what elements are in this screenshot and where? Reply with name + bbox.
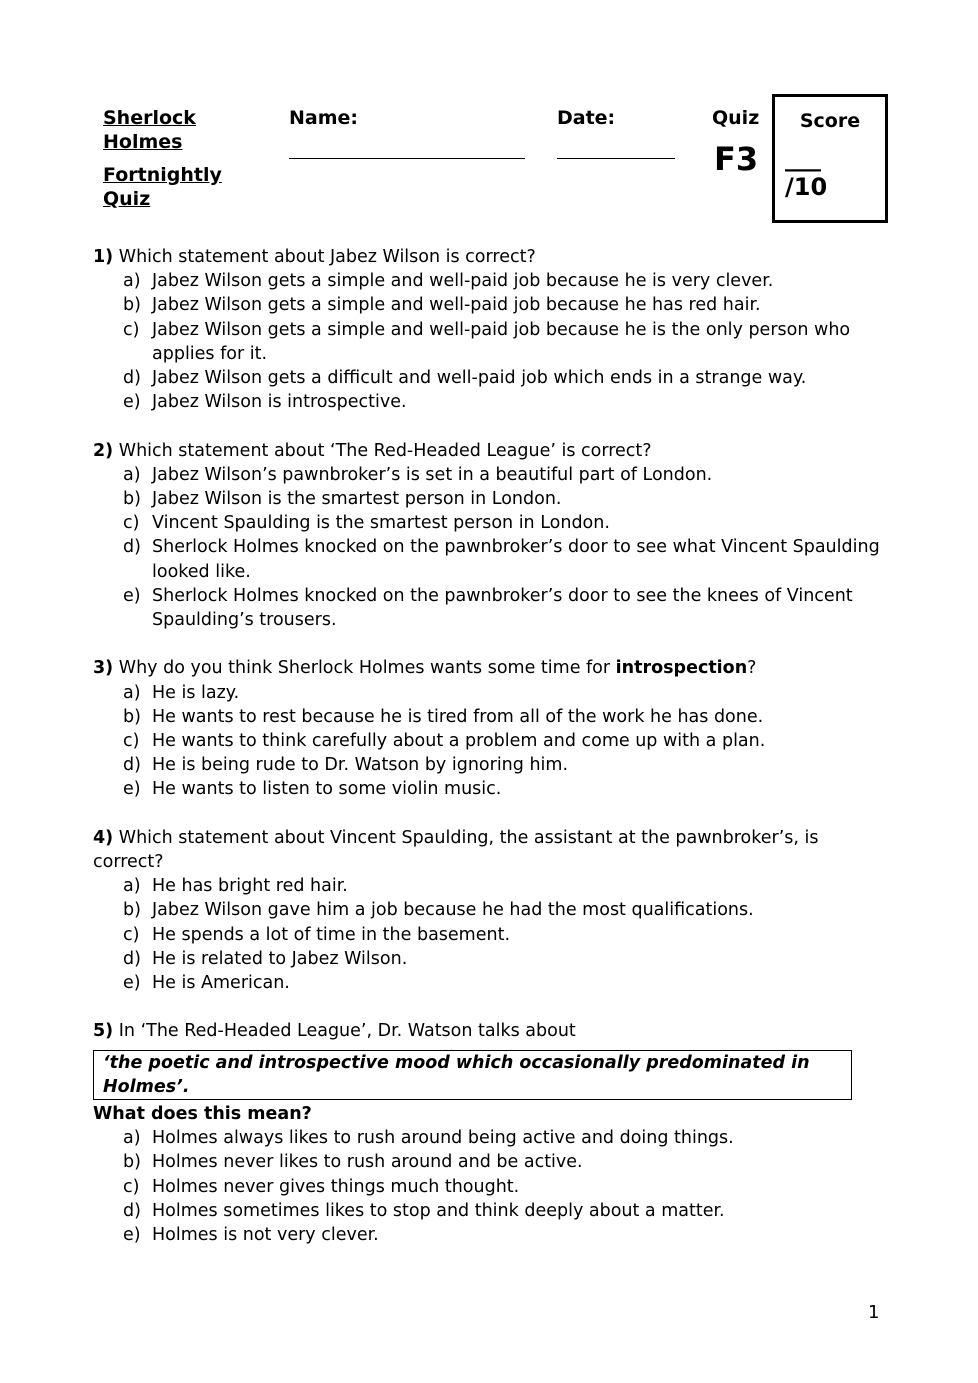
option-text: Jabez Wilson is introspective.: [152, 392, 407, 413]
answer-options: [93, 269, 883, 414]
question-text: In ‘The Red-Headed League’, Dr. Watson talks about: [118, 1021, 576, 1042]
option-text: He wants to think carefully about a problem and come up with a plan.: [152, 731, 766, 752]
option-text: Sherlock Holmes knocked on the pawnbroker’s door to see the knees of Vincent Spaulding’s trousers.: [152, 585, 853, 631]
quote-box: ‘the poetic and introspective mood which occasionally predominated in Holmes’.: [93, 1050, 852, 1100]
answer-option[interactable]: [93, 487, 883, 511]
answer-option[interactable]: [93, 681, 883, 705]
option-letter: a): [123, 464, 141, 485]
option-letter: c): [123, 1176, 140, 1197]
answer-option[interactable]: [93, 269, 883, 293]
option-text: Jabez Wilson’s pawnbroker’s is set in a beautiful part of London.: [152, 464, 713, 485]
option-text: He is related to Jabez Wilson.: [152, 948, 408, 969]
date-label: Date:: [557, 107, 616, 129]
answer-option[interactable]: [93, 705, 883, 729]
answer-option[interactable]: [93, 1223, 883, 1247]
option-text: Holmes never likes to rush around and be active.: [152, 1152, 583, 1173]
option-letter: c): [123, 924, 140, 945]
question-text: Why do you think Sherlock Holmes wants some time for: [118, 658, 616, 679]
question-text: Which statement about Jabez Wilson is correct?: [118, 247, 536, 267]
question-stem: [93, 656, 883, 680]
question-stem: [93, 439, 883, 463]
question-3: [93, 656, 883, 801]
answer-option[interactable]: [93, 463, 883, 487]
name-field-line[interactable]: [289, 158, 525, 159]
name-label: Name:: [289, 107, 359, 129]
score-total: /10: [785, 173, 828, 201]
option-letter: e): [123, 1225, 141, 1246]
option-letter: a): [123, 271, 141, 292]
option-text: He wants to listen to some violin music.: [152, 779, 502, 800]
question-stem: [93, 826, 883, 874]
option-letter: c): [123, 731, 140, 752]
option-letter: c): [123, 513, 140, 534]
score-box: [772, 94, 888, 223]
question-5: [93, 1019, 883, 1247]
answer-option[interactable]: [93, 923, 883, 947]
quiz-title: [103, 106, 253, 211]
option-text: Jabez Wilson gave him a job because he had the most qualifications.: [152, 900, 754, 921]
option-letter: d): [123, 537, 141, 558]
option-text: Holmes always likes to rush around being active and doing things.: [152, 1128, 734, 1149]
question-text: Which statement about ‘The Red-Headed League’ is correct?: [118, 440, 652, 461]
option-text: Sherlock Holmes knocked on the pawnbroker’s door to see what Vincent Spaulding looked like.: [152, 537, 880, 582]
answer-option[interactable]: [93, 898, 883, 922]
answer-option[interactable]: [93, 511, 883, 535]
option-text: He spends a lot of time in the basement.: [152, 924, 511, 945]
question-number: 3): [93, 658, 114, 679]
date-field-line[interactable]: [557, 158, 675, 159]
answer-options: [93, 463, 883, 632]
option-letter: b): [123, 295, 141, 316]
answer-options: [93, 681, 883, 802]
answer-option[interactable]: [93, 584, 883, 632]
question-prompt: What does this mean?: [93, 1104, 312, 1125]
option-letter: e): [123, 585, 141, 606]
question-number: 2): [93, 440, 114, 461]
question-stem: [93, 1019, 883, 1043]
option-letter: e): [123, 392, 141, 413]
question-number: 5): [93, 1021, 114, 1042]
answer-option[interactable]: [93, 1199, 883, 1223]
option-letter: d): [123, 1200, 141, 1221]
option-letter: d): [123, 368, 141, 389]
answer-option[interactable]: [93, 753, 883, 777]
question-text: Which statement about Vincent Spaulding, the assistant at the pawnbroker’s, is correct?: [93, 827, 819, 873]
page-number: 1: [868, 1302, 880, 1323]
option-text: Jabez Wilson gets a simple and well-paid job because he is the only person who applies for it.: [152, 319, 851, 364]
answer-option[interactable]: [93, 777, 883, 801]
option-text: He is lazy.: [152, 682, 240, 703]
quiz-body: [93, 245, 883, 1271]
option-letter: e): [123, 779, 141, 800]
option-letter: b): [123, 900, 141, 921]
answer-option[interactable]: [93, 1175, 883, 1199]
quiz-label: Quiz: [712, 107, 760, 129]
option-letter: d): [123, 755, 141, 776]
option-text: He wants to rest because he is tired from all of the work he has done.: [152, 706, 764, 727]
answer-option[interactable]: [93, 535, 883, 583]
question-2: [93, 439, 883, 633]
option-letter: b): [123, 706, 141, 727]
answer-options: [93, 1126, 883, 1247]
question-number: 1): [93, 247, 114, 267]
option-text: Holmes never gives things much thought.: [152, 1176, 520, 1197]
answer-option[interactable]: [93, 947, 883, 971]
answer-options: [93, 874, 883, 995]
option-text: Jabez Wilson is the smartest person in London.: [152, 489, 562, 510]
answer-option[interactable]: [93, 971, 883, 995]
option-text: Vincent Spaulding is the smartest person in London.: [152, 513, 610, 534]
option-text: Jabez Wilson gets a difficult and well-paid job which ends in a strange way.: [152, 368, 807, 389]
quiz-code: F3: [714, 140, 759, 178]
option-text: He has bright red hair.: [152, 876, 348, 897]
option-text: Holmes sometimes likes to stop and think deeply about a matter.: [152, 1200, 725, 1221]
option-letter: a): [123, 876, 141, 897]
option-letter: d): [123, 948, 141, 969]
answer-option[interactable]: [93, 366, 883, 390]
option-letter: a): [123, 1128, 141, 1149]
answer-option[interactable]: [93, 874, 883, 898]
question-1: [93, 245, 883, 414]
answer-option[interactable]: [93, 318, 883, 366]
option-text: Jabez Wilson gets a simple and well-paid job because he has red hair.: [152, 295, 761, 316]
question-number: 4): [93, 827, 114, 848]
option-text: He is American.: [152, 973, 290, 994]
option-text: Jabez Wilson gets a simple and well-paid job because he is very clever.: [152, 271, 774, 292]
question-stem: [93, 245, 883, 269]
option-letter: b): [123, 489, 141, 510]
score-blank[interactable]: ___: [785, 144, 821, 172]
answer-option[interactable]: [93, 1150, 883, 1174]
answer-option[interactable]: [93, 293, 883, 317]
question-4: [93, 826, 883, 995]
option-letter: a): [123, 682, 141, 703]
keyword: introspection: [615, 658, 748, 679]
title-line-2: Fortnightly Quiz: [103, 164, 222, 210]
answer-option[interactable]: [93, 390, 883, 414]
option-letter: b): [123, 1152, 141, 1173]
option-letter: c): [123, 319, 140, 340]
option-text: Holmes is not very clever.: [152, 1225, 379, 1246]
question-text-end: ?: [747, 658, 757, 679]
option-text: He is being rude to Dr. Watson by ignoring him.: [152, 755, 569, 776]
title-line-1: Sherlock Holmes: [103, 107, 196, 153]
option-letter: e): [123, 973, 141, 994]
answer-option[interactable]: [93, 1126, 883, 1150]
score-label: Score: [799, 110, 861, 132]
answer-option[interactable]: [93, 729, 883, 753]
